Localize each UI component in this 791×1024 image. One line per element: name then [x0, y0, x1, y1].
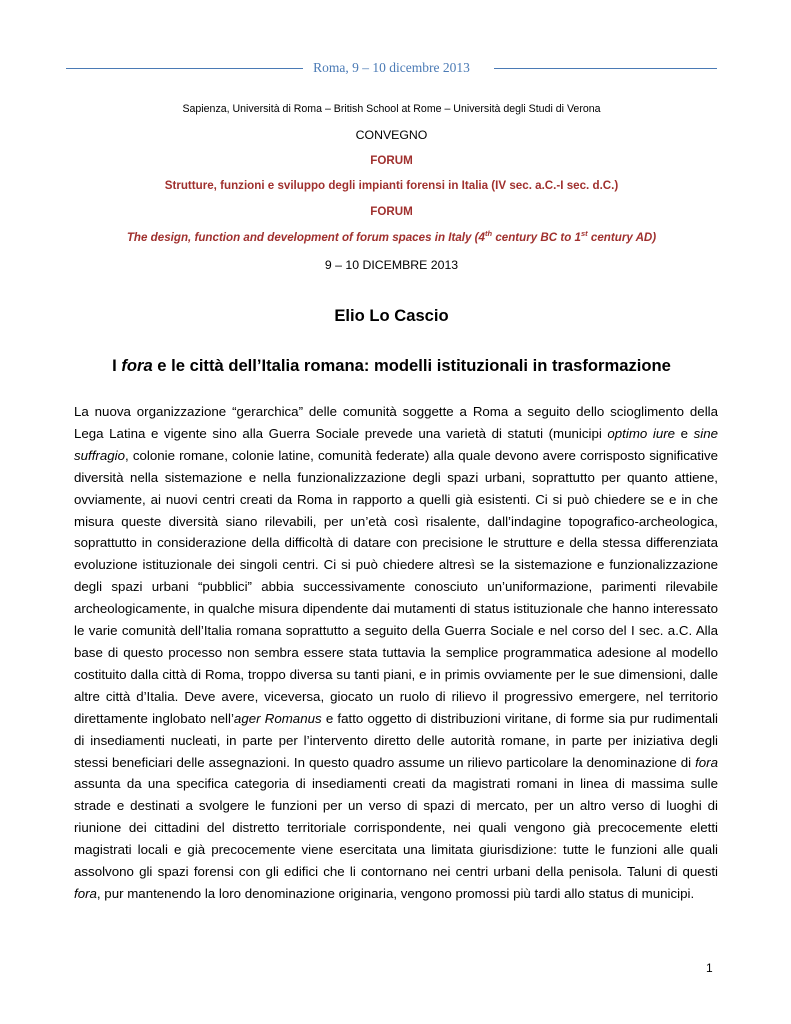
body-i3: ager Romanus [233, 710, 322, 726]
title-en-part1: The design, function and development of forum spaces in Italy (4 [126, 231, 485, 244]
event-dates: 9 – 10 DICEMBRE 2013 [324, 258, 459, 272]
title-en-part2: century BC to 1 [492, 231, 581, 244]
paper-title [66, 355, 717, 377]
paper-title-italic: fora [121, 356, 153, 375]
convegno-label: CONVEGNO [355, 128, 428, 142]
institutions-line: Sapienza, Università di Roma – British School at Rome – Università degli Studi di Verona [182, 103, 601, 115]
body-i5: fora [74, 885, 97, 901]
body-s1: La nuova organizzazione “gerarchica” delle comunità soggette a Roma a seguito dello scioglimento della Lega Latina e vigente sino alla Guerra Sociale prevede una varietà di statuti (municipi [74, 404, 718, 441]
header-rule-right [494, 68, 717, 69]
page-header [66, 58, 717, 78]
conference-title-italian: Strutture, funzioni e sviluppo degli impianti forensi in Italia (IV sec. a.C.-I sec. d.C.) [164, 179, 619, 192]
forum-label-1: FORUM [370, 154, 413, 167]
paper-title-suffix: e le città dell’Italia romana: modelli istituzionali in trasformazione [152, 356, 671, 375]
paper-title-prefix: I [112, 356, 122, 375]
body-s6: , pur mantenendo la loro denominazione originaria, vengono promossi più tardi allo status di municipi. [96, 885, 695, 901]
body-s5: assunta da una specifica categoria di insediamenti creati da magistrati romani in linea di massima sulle strade e destinati a svolgere le funzioni per un verso di spazi di mercato, per un altro verso di luoghi di riunione dei cittadini del distretto territoriale corrispondente, nei quali vengono già precocemente eletti magistrati locali e già precocemente viene esercitata una limitata giurisdizione: tutte le funzioni alle quali assolvono gli spazi forensi con gli edifici che li contornano nei centri urbani della penisola. Taluni di questi [74, 776, 718, 880]
body-s4: e fatto oggetto di distribuzioni viritane, di forme sia pur rudimentali di insediamenti nucleati, in parte per l’intervento diretto delle autorità romane, in parte per iniziativa degli stessi beneficiari delle assegnazioni. In questo quadro assume un rilievo particolare la denominazione di [74, 710, 719, 770]
author-name: Elio Lo Cascio [334, 306, 449, 325]
header-date: Roma, 9 – 10 dicembre 2013 [313, 60, 470, 75]
title-en-part3: century AD) [587, 231, 657, 244]
body-i4: fora [695, 754, 718, 770]
title-en-sup2: st [581, 229, 588, 239]
body-s3: , colonie romane, colonie latine, comunità federate) alla quale devono avere corrisposto significative diversità nella sistemazione e nella funzionalizzazione degli spazi urbani, soprattutto per quanto attiene, ovviamente, ai nuovi centri creati da Roma in rapporto a quelli già esistenti. Ci si può chiedere se e in che misura queste diversità siano rilevabili, per un’età così risalente, dall’indagine topografico-archeologica, soprattutto in considerazione della difficoltà di datare con precisione le strutture e della stessa differenziata evoluzione istituzionale dei singoli centri. Ci si può chiedere altresì se la sistemazione e funzionalizzazione degli spazi urbani “pubblici” abbia successivamente conosciuto un’uniformazione, parimenti rilevabile archeologicamente, in qualche misura dipendente dai mutamenti di status istituzionale che hanno interessato le varie comunità dell’Italia romana soprattutto a seguito della Guerra Sociale e nel corso del I sec. a.C. Alla base di questo processo non sembra essere stata tuttavia la semplice programmatica adesione al modello costituito dalla città di Roma, troppo diversa su tanti piani, e in primis ovviamente per le sue dimensioni, dalle altre città d’Italia. Deve avere, viceversa, giocato un ruolo di rilievo il progressivo emergere, nel territorio direttamente inglobato nell’ [74, 447, 718, 726]
body-i2: sine suffragio [74, 425, 719, 463]
forum-label-2: FORUM [370, 205, 413, 218]
body-paragraph [74, 401, 718, 905]
conference-title-english [66, 230, 717, 246]
body-s2: e [675, 425, 694, 441]
title-en-sup1: th [485, 229, 493, 239]
body-i1: optimo iure [607, 425, 676, 441]
page-number: 1 [706, 961, 713, 975]
